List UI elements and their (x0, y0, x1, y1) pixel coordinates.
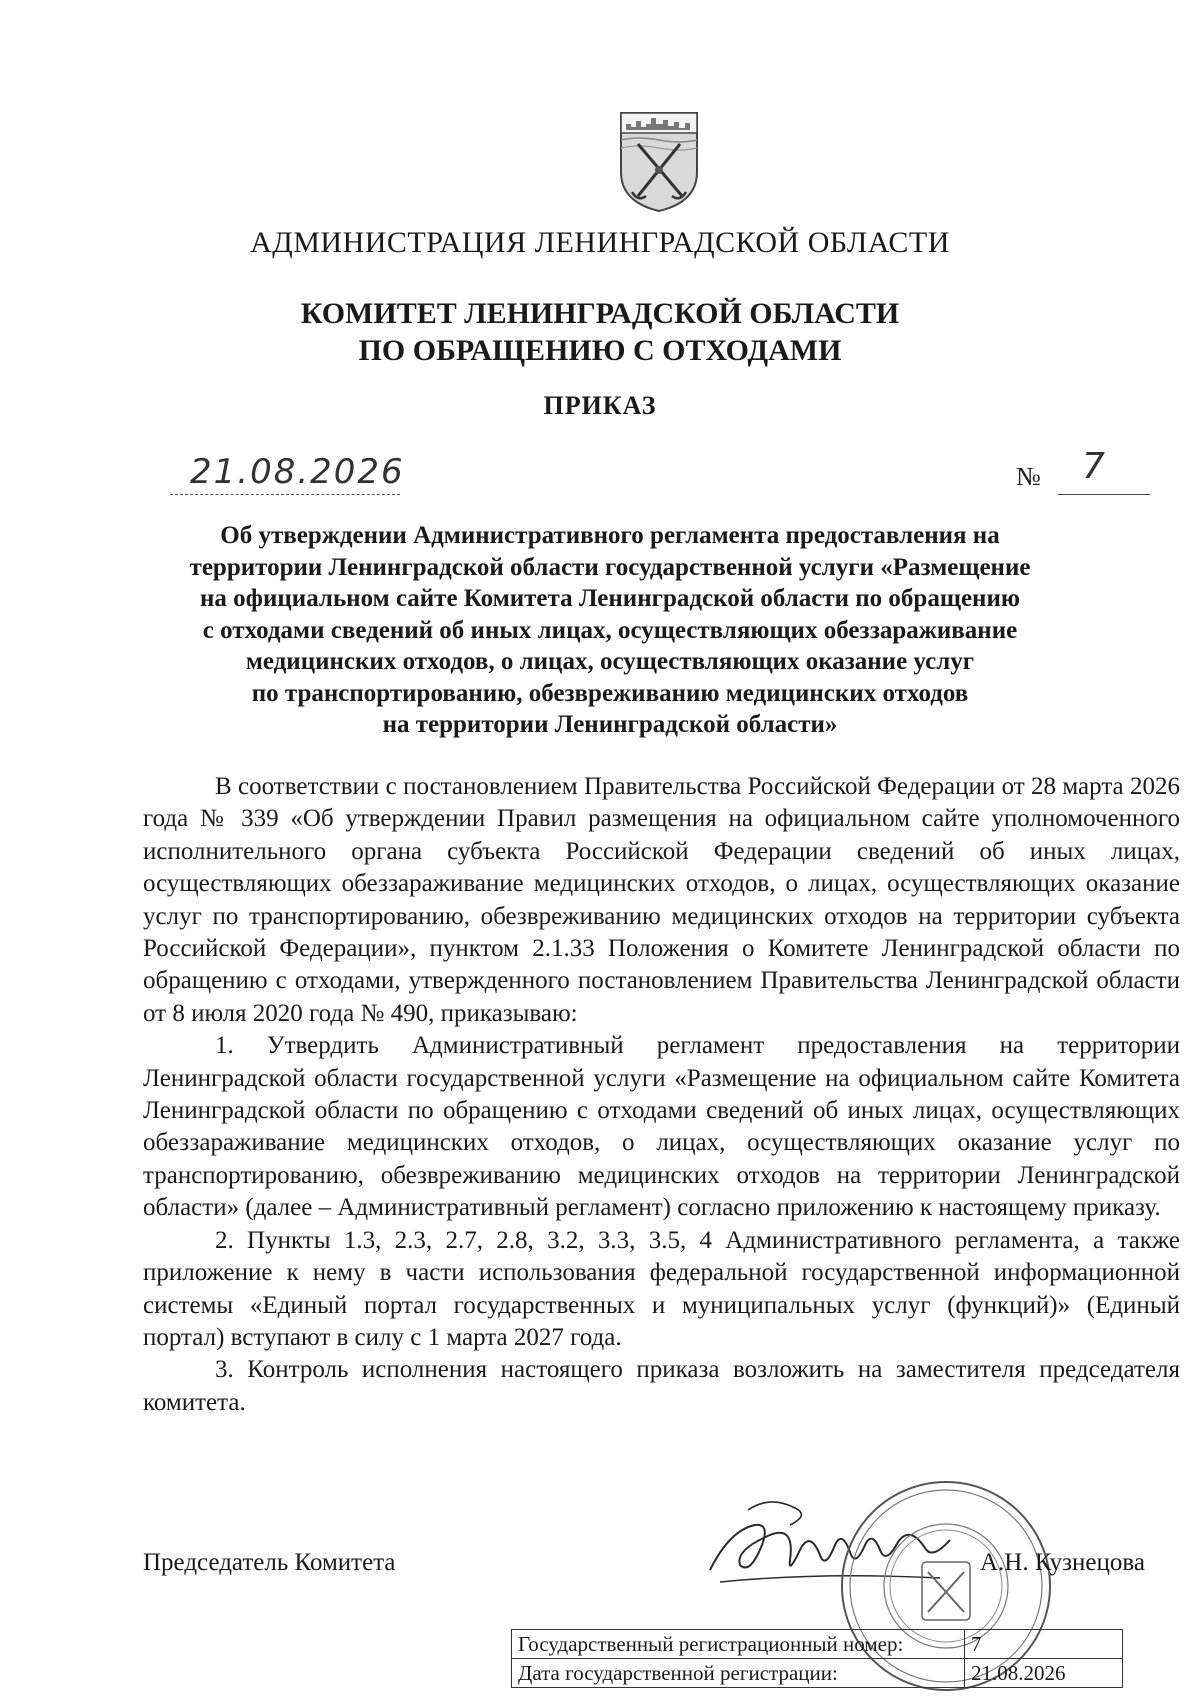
clause-3-paragraph: 3. Контроль исполнения настоящего приказа возложить на заместителя председателя комитета. (143, 1356, 1180, 1416)
title-line: Об утверждении Административного регламента предоставления на (220, 522, 1000, 549)
order-number: 7 (1082, 446, 1105, 487)
title-line: на официальном сайте Комитета Ленинградской области по обращению (200, 585, 1020, 612)
clause-1-paragraph: 1. Утвердить Административный регламент предоставления на территории Ленинградской области государственной услуги «Размещение на официальном сайте Комитета Ленинградской области по обращению с отходами сведений об иных лицах, осуществляющих обеззараживание медицинских отходов, о лицах, осуществляющих оказание услуг по транспортированию, обезвреживанию медицинских отходов на территории Ленинградской области» (далее – Административный регламент) согласно приложению к настоящему приказу. (143, 1032, 1180, 1222)
committee-heading (0, 295, 1200, 369)
order-title (150, 520, 1070, 741)
signer-name: А.Н. Кузнецова (980, 1549, 1145, 1576)
administration-heading: АДМИНИСТРАЦИЯ ЛЕНИНГРАДСКОЙ ОБЛАСТИ (250, 226, 950, 259)
registration-date-value: 21.08.2026 (965, 1659, 1123, 1688)
committee-heading-line-2: ПО ОБРАЩЕНИЮ С ОТХОДАМИ (358, 334, 842, 367)
title-line: медицинских отходов, о лицах, осуществляющих оказание услуг (245, 648, 975, 675)
preamble-paragraph: В соответствии с постановлением Правительства Российской Федерации от 28 марта 2026 года № 339 «Об утверждении Правил размещения на официальном сайте уполномоченного исполнительного органа субъекта Российской Федерации сведений об иных лицах, осуществляющих обеззараживание медицинских отходов, о лицах, осуществляющих оказание услуг по транспортированию, обезвреживанию медицинских отходов на территории субъекта Российской Федерации», пунктом 2.1.33 Положения о Комитете Ленинградской области по обращению с отходами, утвержденного постановлением Правительства Ленинградской области от 8 июля 2020 года № 490, приказываю: (143, 773, 1180, 1027)
order-number-label: № (1016, 462, 1041, 491)
registration-table (511, 1629, 1123, 1688)
clause-2-paragraph: 2. Пункты 1.3, 2.3, 2.7, 2.8, 3.2, 3.3, 3.5, 4 Административного регламента, а также приложение к нему в части использования федеральной государственной информационной системы «Единый портал государственных и муниципальных услуг (функций)» (Единый портал) вступают в силу с 1 марта 2027 года. (143, 1226, 1180, 1351)
order-body (143, 771, 1180, 1419)
registration-number-value: 7 (965, 1630, 1123, 1659)
date-underline (170, 494, 400, 495)
title-line: с отходами сведений об иных лицах, осуществляющих обеззараживание (202, 616, 1018, 644)
committee-heading-line-1: КОМИТЕТ ЛЕНИНГРАДСКОЙ ОБЛАСТИ (300, 297, 900, 330)
title-line: на территории Ленинградской области» (382, 711, 838, 738)
registration-date-row (512, 1659, 1123, 1688)
title-line: по транспортированию, обезвреживанию медицинских отходов (251, 679, 969, 707)
title-line: территории Ленинградской области государственной услуги «Размещение (189, 553, 1031, 581)
coat-of-arms-emblem (618, 110, 700, 214)
registration-date-label: Дата государственной регистрации: (512, 1659, 965, 1688)
number-underline (1058, 494, 1150, 495)
registration-number-row (512, 1630, 1123, 1659)
order-date: 21.08.2026 (190, 452, 405, 492)
signer-role: Председатель Комитета (143, 1549, 396, 1576)
registration-number-label: Государственный регистрационный номер: (512, 1630, 965, 1659)
document-type-heading: ПРИКАЗ (543, 391, 657, 420)
